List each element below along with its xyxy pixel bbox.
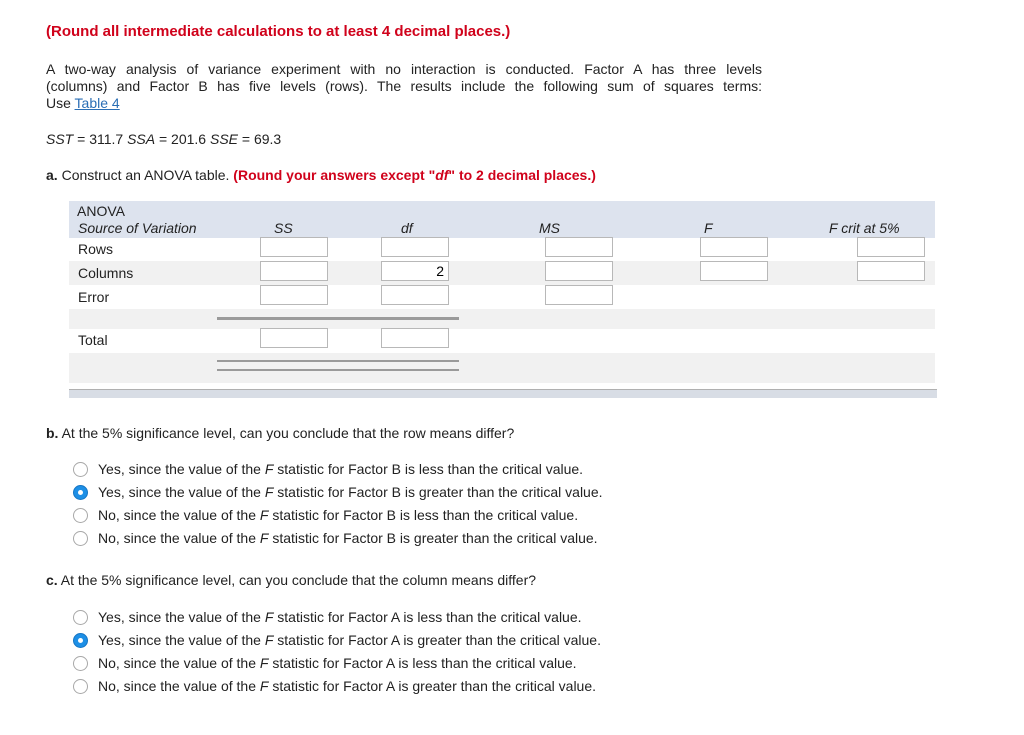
- rows-ms-input[interactable]: [545, 237, 613, 257]
- option-text-post: statistic for Factor A is less than the critical value.: [273, 609, 582, 625]
- part-c-text: At the 5% significance level, can you conclude that the column means differ?: [57, 572, 537, 588]
- part-b-question: [46, 425, 514, 441]
- total-double-rule-top: [217, 360, 459, 362]
- part-b-option-2[interactable]: [73, 483, 603, 501]
- columns-f-input[interactable]: [700, 261, 768, 281]
- header-ss: SS: [274, 220, 293, 236]
- columns-df-input[interactable]: [381, 261, 449, 281]
- option-f-symbol: F: [264, 609, 274, 625]
- columns-ms-input[interactable]: [545, 261, 613, 281]
- row-label-rows: Rows: [78, 241, 114, 257]
- header-ms: MS: [539, 220, 560, 236]
- option-f-symbol: F: [259, 655, 269, 671]
- rows-df-input[interactable]: [381, 237, 449, 257]
- error-df-input[interactable]: [381, 285, 449, 305]
- option-f-symbol: F: [259, 678, 269, 694]
- part-b-label: b.: [46, 425, 59, 441]
- table-4-link[interactable]: Table 4: [74, 95, 120, 111]
- option-text-pre: Yes, since the value of the: [98, 632, 265, 648]
- rows-ss-input[interactable]: [260, 237, 328, 257]
- option-text: [98, 461, 583, 477]
- option-f-symbol: F: [259, 530, 269, 546]
- part-b-option-3[interactable]: [73, 506, 578, 524]
- option-text-post: statistic for Factor B is less than the critical value.: [268, 507, 579, 523]
- columns-fcrit-input[interactable]: [857, 261, 925, 281]
- option-text: [98, 507, 578, 523]
- option-f-symbol: F: [264, 461, 274, 477]
- total-ss-input[interactable]: [260, 328, 328, 348]
- part-a-note: [233, 167, 596, 183]
- sse-value: = 69.3: [238, 131, 282, 147]
- anova-spacer-band: [69, 309, 935, 329]
- part-c-question: [46, 572, 536, 588]
- option-text: [98, 484, 603, 500]
- part-b-option-1[interactable]: [73, 460, 583, 478]
- option-text-pre: Yes, since the value of the: [98, 609, 265, 625]
- anova-total-row-band: [69, 353, 935, 383]
- part-a-note-df: df: [435, 167, 449, 183]
- option-text: [98, 632, 601, 648]
- row-label-total: Total: [78, 332, 108, 348]
- part-c-option-3[interactable]: [73, 654, 577, 672]
- table-bottom-bar: [69, 389, 937, 398]
- part-a-note-suffix: " to 2 decimal places.): [448, 167, 596, 183]
- radio-button[interactable]: [73, 610, 88, 625]
- option-text: [98, 678, 596, 694]
- radio-button[interactable]: [73, 462, 88, 477]
- option-text-post: statistic for Factor A is greater than the critical value.: [273, 632, 601, 648]
- radio-button[interactable]: [73, 656, 88, 671]
- rows-fcrit-input[interactable]: [857, 237, 925, 257]
- option-text: [98, 609, 582, 625]
- part-a-label: a.: [46, 167, 58, 183]
- total-double-rule-bottom: [217, 369, 459, 371]
- radio-button[interactable]: [73, 508, 88, 523]
- option-text-pre: Yes, since the value of the: [98, 484, 265, 500]
- part-b-text: At the 5% significance level, can you conclude that the row means differ?: [58, 425, 515, 441]
- option-text-pre: No, since the value of the: [98, 655, 260, 671]
- anova-columns-row-band: [69, 261, 935, 285]
- sst-label: SST: [46, 131, 74, 147]
- error-ms-input[interactable]: [545, 285, 613, 305]
- total-df-input[interactable]: [381, 328, 449, 348]
- part-a-prompt: [46, 167, 596, 183]
- option-text-pre: No, since the value of the: [98, 507, 260, 523]
- option-text-post: statistic for Factor A is less than the critical value.: [268, 655, 577, 671]
- part-a-note-prefix: (Round your answers except ": [233, 167, 436, 183]
- radio-button[interactable]: [73, 531, 88, 546]
- radio-button[interactable]: [73, 679, 88, 694]
- option-text-post: statistic for Factor B is greater than the critical value.: [273, 484, 603, 500]
- part-c-option-1[interactable]: [73, 608, 582, 626]
- header-source-of-variation: Source of Variation: [78, 220, 197, 236]
- row-label-error: Error: [78, 289, 110, 305]
- error-ss-input[interactable]: [260, 285, 328, 305]
- anova-title: ANOVA: [77, 203, 125, 219]
- rounding-instruction: (Round all intermediate calculations to at least 4 decimal places.): [46, 23, 511, 40]
- option-text: [98, 655, 577, 671]
- subtotal-rule: [217, 317, 459, 320]
- part-c-option-4[interactable]: [73, 677, 596, 695]
- sse-label: SSE: [209, 131, 238, 147]
- anova-header-band: [69, 201, 935, 238]
- part-c-option-2[interactable]: [73, 631, 601, 649]
- columns-ss-input[interactable]: [260, 261, 328, 281]
- given-values: [46, 131, 281, 147]
- ssa-label: SSA: [127, 131, 156, 147]
- part-b-option-4[interactable]: [73, 529, 598, 547]
- use-table-line: [46, 95, 762, 112]
- rows-f-input[interactable]: [700, 237, 768, 257]
- option-text-post: statistic for Factor B is less than the critical value.: [273, 461, 584, 477]
- header-f: F: [704, 220, 713, 236]
- radio-button[interactable]: [73, 485, 88, 500]
- option-text-pre: Yes, since the value of the: [98, 461, 265, 477]
- sst-value: = 311.7: [73, 131, 128, 147]
- part-a-text: Construct an ANOVA table.: [57, 167, 234, 183]
- option-text-pre: No, since the value of the: [98, 678, 260, 694]
- radio-button[interactable]: [73, 633, 88, 648]
- problem-statement: [46, 61, 762, 112]
- option-text-post: statistic for Factor B is greater than the critical value.: [268, 530, 598, 546]
- header-f-crit: F crit at 5%: [829, 220, 900, 236]
- ssa-value: = 201.6: [155, 131, 210, 147]
- part-c-label: c.: [46, 572, 58, 588]
- problem-line-1: A two-way analysis of variance experiment with no interaction is conducted. Factor A has three levels: [46, 61, 762, 77]
- option-f-symbol: F: [264, 632, 274, 648]
- option-f-symbol: F: [259, 507, 269, 523]
- option-text-post: statistic for Factor A is greater than the critical value.: [268, 678, 597, 694]
- header-df: df: [401, 220, 413, 236]
- option-text: [98, 530, 598, 546]
- row-label-columns: Columns: [78, 265, 134, 281]
- use-prefix: Use: [46, 95, 71, 111]
- problem-line-2: (columns) and Factor B has five levels (rows). The results include the following sum of squares terms:: [46, 78, 762, 94]
- option-text-pre: No, since the value of the: [98, 530, 260, 546]
- option-f-symbol: F: [264, 484, 274, 500]
